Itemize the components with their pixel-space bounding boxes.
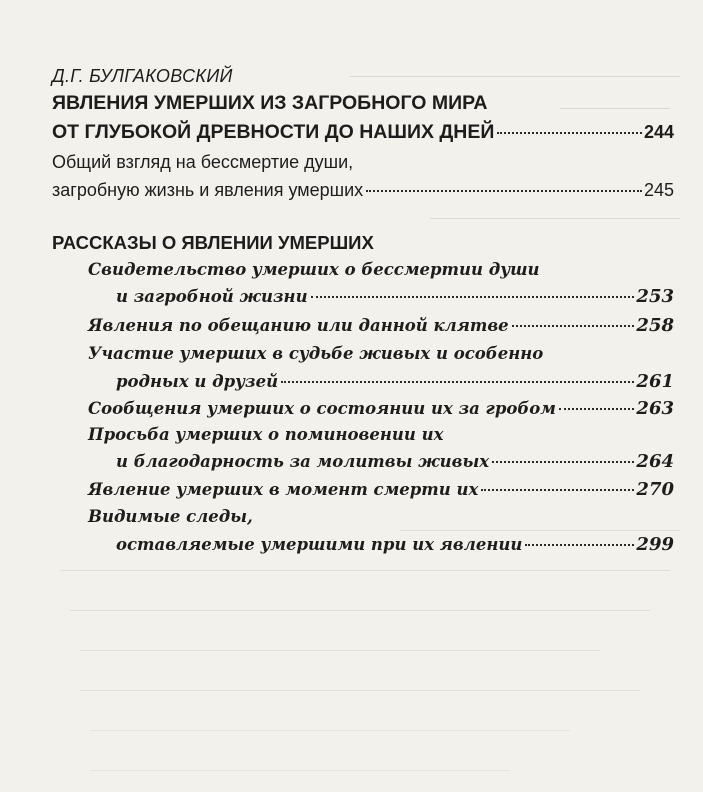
entry-text: Участие умерших в судьбе живых и особенно	[88, 344, 544, 363]
toc-entry-5-line2	[116, 451, 674, 472]
leader-dots	[481, 489, 634, 491]
toc-entry-4	[88, 398, 674, 419]
entry-text: и благодарность за молитвы живых	[116, 452, 490, 471]
entry-text: Просьба умерших о поминовении их	[88, 425, 444, 444]
page-number: 299	[636, 534, 674, 555]
page-number: 245	[643, 180, 674, 200]
entry-text: оставляемые умершими при их явлении	[116, 535, 523, 554]
intro-text-2: загробную жизнь и явления умерших	[52, 180, 364, 200]
toc-entry-3-line1	[88, 344, 543, 363]
leader-dots	[311, 296, 635, 298]
page-number: 263	[636, 398, 674, 419]
section-heading	[52, 232, 374, 254]
entry-text: Видимые следы,	[88, 507, 253, 526]
book-title-line1	[52, 92, 487, 115]
page-number: 244	[643, 122, 674, 142]
entry-text: Явления по обещанию или данной клятве	[88, 316, 509, 335]
intro-text-1: Общий взгляд на бессмертие души,	[52, 152, 354, 172]
toc-entry-7-line2	[116, 534, 674, 555]
page-number: 253	[636, 286, 674, 307]
page-number: 270	[636, 479, 674, 500]
book-title-text-1: ЯВЛЕНИЯ УМЕРШИХ ИЗ ЗАГРОБНОГО МИРА	[52, 92, 488, 114]
entry-text: Сообщения умерших о состоянии их за гробом	[88, 399, 556, 418]
book-title-line2	[52, 121, 674, 144]
toc-entry-1-line2	[116, 286, 674, 307]
leader-dots	[525, 544, 634, 546]
page-number: 258	[636, 315, 674, 336]
page-number: 264	[636, 451, 674, 472]
section-heading-text: РАССКАЗЫ О ЯВЛЕНИИ УМЕРШИХ	[52, 232, 374, 253]
entry-text: родных и друзей	[116, 372, 279, 391]
entry-text: Свидетельство умерших о бессмертии души	[88, 260, 540, 279]
entry-text: Явление умерших в момент смерти их	[88, 480, 479, 499]
toc-entry-3-line2	[116, 371, 674, 392]
toc-entry-1-line1	[88, 260, 540, 279]
leader-dots	[281, 381, 634, 383]
leader-dots	[559, 408, 634, 410]
intro-line1	[52, 152, 353, 173]
intro-line2	[52, 180, 674, 201]
leader-dots	[366, 190, 642, 192]
toc-entry-2	[88, 315, 674, 336]
toc-entry-6	[88, 479, 674, 500]
leader-dots	[512, 325, 635, 327]
leader-dots	[497, 132, 642, 134]
leader-dots	[492, 461, 634, 463]
book-title-text-2: ОТ ГЛУБОКОЙ ДРЕВНОСТИ ДО НАШИХ ДНЕЙ	[52, 121, 495, 143]
toc-entry-5-line1	[88, 425, 443, 444]
page-number: 261	[636, 371, 674, 392]
entry-text: и загробной жизни	[116, 287, 308, 306]
author-name: Д.Г. БУЛГАКОВСКИЙ	[52, 66, 233, 86]
toc-entry-7-line1	[88, 507, 253, 526]
